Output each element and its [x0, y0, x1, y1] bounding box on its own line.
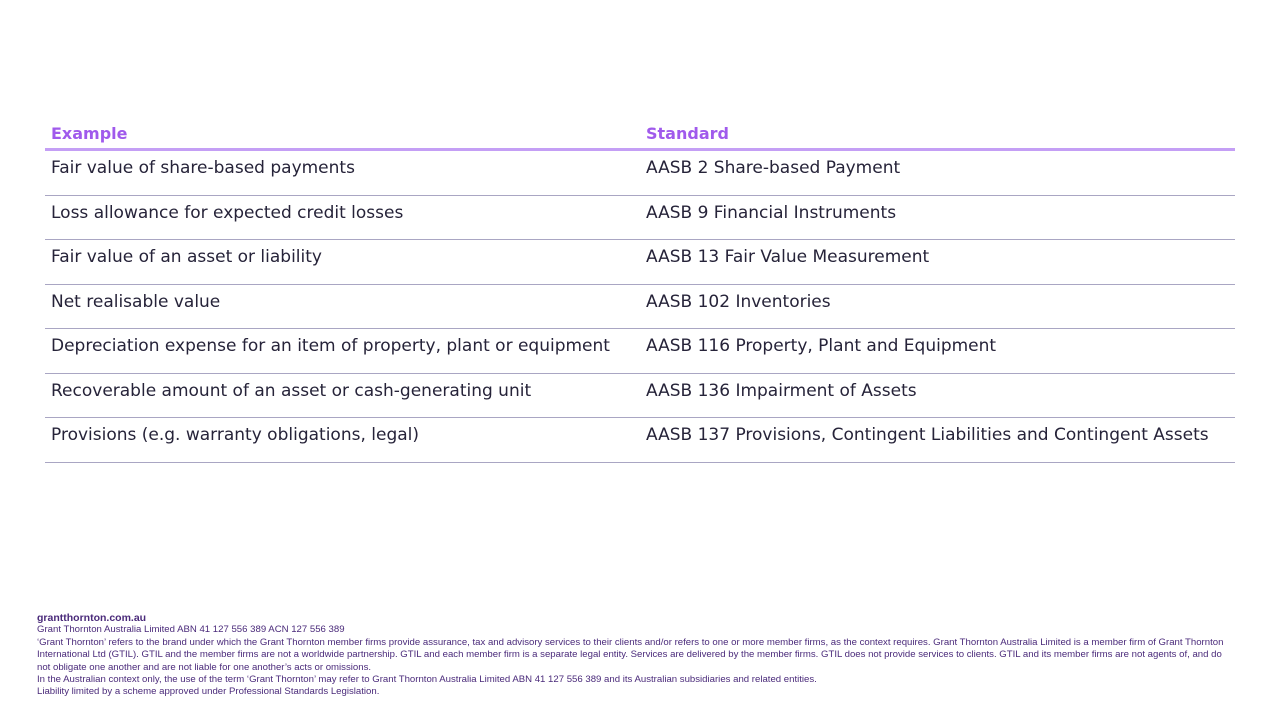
- disclaimer-text: ‘Grant Thornton’ refers to the brand under which the Grant Thornton member firms provide assurance, tax and advisory services to their clients and/or refers to one or more member firms, as the context requires. Grant Thornton Australia Limited is a member firm of Grant Thornton International Ltd (GTIL). GTIL and the member firms are not a worldwide partnership. GTIL and each member firm is a separate legal entity. Services are delivered by the member firms. GTIL does not provide services to clients. GTIL and its member firms are not agents of, and do not obligate one another and are not liable for one another’s acts or omissions.: [37, 636, 1224, 673]
- standard-cell: AASB 9 Financial Instruments: [646, 202, 897, 223]
- table-row: [45, 196, 1235, 241]
- header-standard: Standard: [646, 124, 729, 143]
- table-row: [45, 151, 1235, 196]
- company-line: Grant Thornton Australia Limited ABN 41 127 556 389 ACN 127 556 389: [37, 624, 345, 636]
- liability-text: Liability limited by a scheme approved under Professional Standards Legislation.: [37, 686, 380, 698]
- header-example: Example: [51, 124, 128, 143]
- table-row: [45, 329, 1235, 374]
- example-cell: Depreciation expense for an item of property, plant or equipment: [51, 336, 610, 356]
- standard-cell: AASB 137 Provisions, Contingent Liabilities and Contingent Assets: [646, 425, 1209, 445]
- example-cell: Recoverable amount of an asset or cash-generating unit: [51, 380, 532, 401]
- example-cell: Provisions (e.g. warranty obligations, legal): [51, 425, 420, 445]
- standards-table: [45, 117, 1235, 463]
- example-cell: Net realisable value: [51, 291, 221, 312]
- standard-cell: AASB 102 Inventories: [646, 291, 831, 312]
- table-row: [45, 240, 1235, 285]
- example-cell: Fair value of an asset or liability: [51, 247, 322, 267]
- example-cell: Loss allowance for expected credit losses: [51, 202, 404, 223]
- table-row: [45, 374, 1235, 419]
- legal-footer: [37, 612, 1237, 699]
- australian-context-text: In the Australian context only, the use of the term ‘Grant Thornton’ may refer to Grant Thornton Australia Limited ABN 41 127 556 389 and its Australian subsidiaries and related entities.: [37, 674, 817, 686]
- standard-cell: AASB 2 Share-based Payment: [646, 158, 901, 178]
- standard-cell: AASB 13 Fair Value Measurement: [646, 247, 930, 267]
- table-row: [45, 285, 1235, 330]
- table-row: [45, 418, 1235, 463]
- example-cell: Fair value of share-based payments: [51, 158, 355, 178]
- website-link[interactable]: grantthornton.com.au: [37, 612, 147, 624]
- standard-cell: AASB 136 Impairment of Assets: [646, 380, 917, 401]
- standard-cell: AASB 116 Property, Plant and Equipment: [646, 336, 997, 356]
- table-header: [45, 117, 1235, 151]
